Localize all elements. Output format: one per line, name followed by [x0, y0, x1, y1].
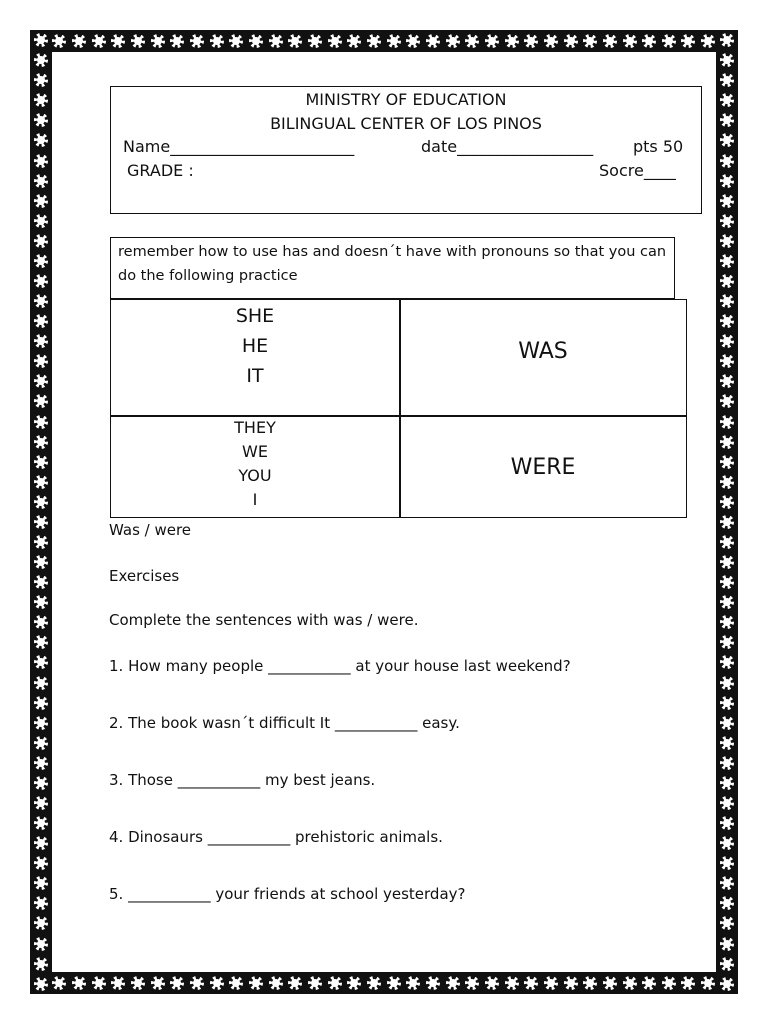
flower-icon	[720, 394, 734, 408]
flower-icon	[72, 976, 86, 990]
flower-icon	[701, 34, 715, 48]
flower-icon	[465, 34, 479, 48]
flower-icon	[720, 254, 734, 268]
flower-icon	[34, 957, 48, 971]
flower-icon	[720, 615, 734, 629]
flower-icon	[720, 133, 734, 147]
flower-icon	[720, 214, 734, 228]
flower-icon	[34, 716, 48, 730]
flower-icon	[720, 756, 734, 770]
pronoun-you: YOU	[238, 466, 272, 485]
flower-icon	[720, 836, 734, 850]
flower-icon	[151, 34, 165, 48]
flower-icon	[720, 53, 734, 67]
flower-icon	[347, 34, 361, 48]
flower-icon	[720, 716, 734, 730]
flower-icon	[34, 455, 48, 469]
flower-icon	[34, 595, 48, 609]
exercise-sentence-3: 3. Those ___________ my best jeans.	[109, 771, 376, 789]
flower-icon	[720, 415, 734, 429]
flower-icon	[720, 475, 734, 489]
flower-icon	[623, 34, 637, 48]
flower-icon	[446, 34, 460, 48]
flower-icon	[34, 93, 48, 107]
flower-icon	[34, 334, 48, 348]
flower-icon	[131, 34, 145, 48]
flower-icon	[406, 34, 420, 48]
flower-icon	[701, 976, 715, 990]
flower-icon	[34, 756, 48, 770]
flower-icon	[308, 976, 322, 990]
pronoun-it: IT	[246, 365, 264, 387]
flower-icon	[367, 976, 381, 990]
flower-icon	[720, 93, 734, 107]
flower-icon	[34, 435, 48, 449]
flower-icon	[288, 976, 302, 990]
verb-was: WAS	[518, 339, 568, 364]
table-column-divider	[399, 300, 401, 517]
flower-icon	[34, 736, 48, 750]
school-title: BILINGUAL CENTER OF LOS PINOS	[270, 114, 542, 133]
flower-icon	[662, 976, 676, 990]
flower-icon	[720, 374, 734, 388]
flower-icon	[111, 976, 125, 990]
flower-icon	[720, 314, 734, 328]
flower-icon	[642, 976, 656, 990]
flower-icon	[249, 976, 263, 990]
flower-icon	[34, 876, 48, 890]
flower-icon	[269, 976, 283, 990]
flower-icon	[229, 34, 243, 48]
flower-icon	[564, 34, 578, 48]
date-field: date_________________	[421, 137, 594, 156]
flower-icon	[720, 655, 734, 669]
flower-icon	[269, 34, 283, 48]
flower-icon	[720, 455, 734, 469]
flower-icon	[720, 274, 734, 288]
flower-icon	[603, 976, 617, 990]
flower-icon	[288, 34, 302, 48]
flower-icon	[681, 34, 695, 48]
flower-icon	[720, 33, 734, 47]
flower-icon	[524, 34, 538, 48]
flower-icon	[34, 113, 48, 127]
flower-icon	[151, 976, 165, 990]
flower-icon	[328, 976, 342, 990]
flower-icon	[681, 976, 695, 990]
flower-icon	[92, 34, 106, 48]
pronoun-she: SHE	[235, 305, 275, 327]
worksheet-page	[52, 52, 716, 972]
flower-icon	[190, 976, 204, 990]
flower-icon	[642, 34, 656, 48]
exercise-sentence-2: 2. The book wasn´t difficult It ___________ easy.	[109, 714, 460, 732]
flower-icon	[387, 976, 401, 990]
flower-icon	[34, 615, 48, 629]
flower-icon	[720, 535, 734, 549]
exercise-instruction: Complete the sentences with was / were.	[109, 611, 419, 629]
flower-icon	[34, 937, 48, 951]
flower-icon	[34, 676, 48, 690]
score-field: Socre____	[599, 161, 676, 180]
flower-icon	[720, 916, 734, 930]
flower-icon	[662, 34, 676, 48]
flower-icon	[446, 976, 460, 990]
flower-icon	[720, 495, 734, 509]
pronoun-i: I	[252, 490, 258, 509]
flower-icon	[34, 796, 48, 810]
flower-icon	[720, 635, 734, 649]
flower-icon	[210, 976, 224, 990]
flower-icon	[623, 976, 637, 990]
flower-icon	[34, 415, 48, 429]
flower-icon	[328, 34, 342, 48]
flower-icon	[170, 976, 184, 990]
flower-icon	[34, 776, 48, 790]
flower-icon	[34, 836, 48, 850]
decorative-border-left	[30, 30, 52, 994]
grade-label: GRADE :	[127, 161, 194, 180]
flower-icon	[34, 294, 48, 308]
flower-icon	[34, 555, 48, 569]
flower-icon	[34, 354, 48, 368]
pronoun-they: THEY	[234, 418, 276, 437]
flower-icon	[720, 575, 734, 589]
flower-icon	[72, 34, 86, 48]
flower-icon	[426, 34, 440, 48]
flower-icon	[720, 294, 734, 308]
flower-icon	[34, 515, 48, 529]
flower-icon	[131, 976, 145, 990]
flower-icon	[111, 34, 125, 48]
flower-icon	[406, 976, 420, 990]
flower-icon	[34, 977, 48, 991]
flower-icon	[34, 635, 48, 649]
flower-icon	[720, 876, 734, 890]
flower-icon	[720, 676, 734, 690]
flower-icon	[34, 374, 48, 388]
header-box	[110, 86, 702, 214]
flower-icon	[603, 34, 617, 48]
flower-icon	[720, 73, 734, 87]
flower-icon	[720, 896, 734, 910]
flower-icon	[34, 53, 48, 67]
flower-icon	[720, 816, 734, 830]
flower-icon	[34, 575, 48, 589]
flower-icon	[34, 495, 48, 509]
flower-icon	[387, 34, 401, 48]
flower-icon	[720, 555, 734, 569]
flower-icon	[720, 154, 734, 168]
pronoun-we: WE	[242, 442, 268, 461]
flower-icon	[720, 234, 734, 248]
flower-icon	[720, 937, 734, 951]
flower-icon	[34, 696, 48, 710]
flower-icon	[465, 976, 479, 990]
flower-icon	[34, 133, 48, 147]
flower-icon	[720, 856, 734, 870]
exercise-sentence-1: 1. How many people ___________ at your house last weekend?	[109, 657, 571, 675]
flower-icon	[34, 816, 48, 830]
flower-icon	[347, 976, 361, 990]
flower-icon	[52, 34, 66, 48]
flower-icon	[34, 73, 48, 87]
flower-icon	[720, 977, 734, 991]
pronoun-he: HE	[241, 335, 269, 357]
ministry-title: MINISTRY OF EDUCATION	[305, 90, 507, 109]
table-row-divider	[111, 415, 686, 417]
flower-icon	[505, 976, 519, 990]
flower-icon	[583, 976, 597, 990]
flower-icon	[367, 34, 381, 48]
flower-icon	[720, 696, 734, 710]
flower-icon	[34, 154, 48, 168]
flower-icon	[34, 896, 48, 910]
flower-icon	[34, 535, 48, 549]
flower-icon	[52, 976, 66, 990]
flower-icon	[34, 916, 48, 930]
flower-icon	[720, 435, 734, 449]
flower-icon	[524, 976, 538, 990]
flower-icon	[720, 957, 734, 971]
flower-icon	[720, 113, 734, 127]
flower-icon	[34, 475, 48, 489]
flower-icon	[583, 34, 597, 48]
section-title: Was / were	[109, 521, 192, 539]
flower-icon	[544, 34, 558, 48]
flower-icon	[34, 174, 48, 188]
flower-icon	[505, 34, 519, 48]
instruction-note: remember how to use has and doesn´t have with pronouns so that you can do the following practice	[110, 237, 675, 299]
exercises-label: Exercises	[109, 567, 180, 585]
name-field: Name_______________________	[123, 137, 355, 156]
flower-icon	[720, 334, 734, 348]
flower-icon	[564, 976, 578, 990]
flower-icon	[190, 34, 204, 48]
flower-icon	[34, 274, 48, 288]
flower-icon	[210, 34, 224, 48]
flower-icon	[34, 394, 48, 408]
flower-icon	[229, 976, 243, 990]
decorative-border-bottom	[30, 972, 738, 994]
flower-icon	[720, 736, 734, 750]
flower-icon	[34, 856, 48, 870]
flower-icon	[34, 254, 48, 268]
flower-icon	[34, 234, 48, 248]
flower-icon	[720, 354, 734, 368]
flower-icon	[92, 976, 106, 990]
flower-icon	[170, 34, 184, 48]
flower-icon	[426, 976, 440, 990]
decorative-border-top	[30, 30, 738, 52]
exercise-sentence-4: 4. Dinosaurs ___________ prehistoric animals.	[109, 828, 443, 846]
flower-icon	[249, 34, 263, 48]
flower-icon	[720, 194, 734, 208]
flower-icon	[34, 655, 48, 669]
flower-icon	[34, 314, 48, 328]
decorative-border-right	[716, 30, 738, 994]
flower-icon	[34, 194, 48, 208]
exercise-sentence-5: 5. ___________ your friends at school yesterday?	[109, 885, 466, 903]
pronoun-verb-table	[110, 299, 687, 518]
flower-icon	[308, 34, 322, 48]
flower-icon	[720, 515, 734, 529]
flower-icon	[720, 776, 734, 790]
flower-icon	[720, 796, 734, 810]
flower-icon	[720, 595, 734, 609]
flower-icon	[544, 976, 558, 990]
flower-icon	[34, 214, 48, 228]
flower-icon	[720, 174, 734, 188]
flower-icon	[485, 34, 499, 48]
flower-icon	[485, 976, 499, 990]
verb-were: WERE	[510, 455, 576, 480]
flower-icon	[34, 33, 48, 47]
points-label: pts 50	[633, 137, 684, 156]
